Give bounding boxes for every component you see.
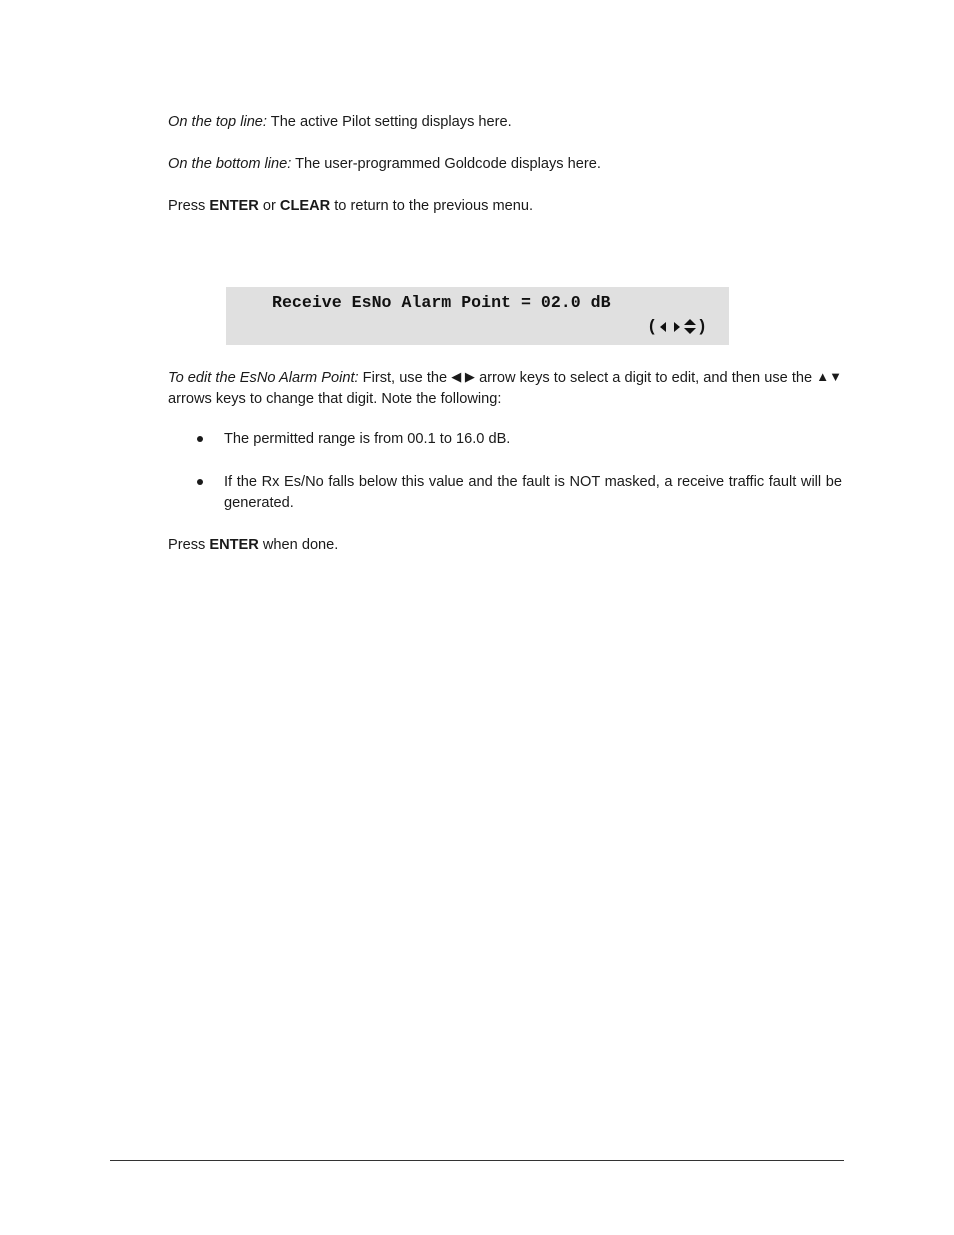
lcd-line-2 [647,317,707,336]
text-edit-1: First, use the [358,370,452,386]
paragraph-top-line [168,112,842,133]
text-or: or [258,198,280,214]
bullet-icon [197,479,205,487]
paragraph-press-enter-clear [168,196,842,217]
left-arrow-icon [657,320,669,334]
text-edit-2: arrow keys to select a digit to edit, and then use the [474,370,817,386]
key-enter: ENTER [209,198,259,214]
text-press: Press [168,537,210,553]
up-down-arrow-icon [683,318,697,336]
key-clear: CLEAR [279,198,331,214]
lcd-open-paren: ( [647,317,658,336]
footer-rule [110,1160,844,1161]
lcd-close-paren: ) [697,317,707,336]
lcd-line-1: Receive EsNo Alarm Point = 02.0 dB [272,293,611,312]
lcd-display [226,287,729,345]
lead-top-line: On the top line: [168,114,267,130]
paragraph-bottom-line [168,154,842,175]
text-press: Press [168,198,210,214]
text-bottom-line: The user-programmed Goldcode displays here. [291,156,601,172]
left-right-arrow-icon: ◀ ▶ [451,369,475,384]
paragraph-press-enter-done [168,535,842,556]
lead-edit: To edit the EsNo Alarm Point: [168,370,359,386]
text-done: when done. [258,537,339,553]
up-down-arrow-icon: ▲▼ [816,369,843,384]
key-enter: ENTER [209,537,259,553]
text-edit-3: arrows keys to change that digit. Note the following: [168,391,502,407]
bullet-icon [197,436,205,444]
paragraph-edit-instructions [168,366,842,410]
list-item: If the Rx Es/No falls below this value and the fault is NOT masked, a receive traffic fault will be generated. [224,474,842,511]
text-top-line: The active Pilot setting displays here. [266,114,512,130]
lead-bottom-line: On the bottom line: [168,156,292,172]
text-return: to return to the previous menu. [330,198,534,214]
list-item: The permitted range is from 00.1 to 16.0 dB. [224,431,511,447]
right-arrow-icon [669,320,683,334]
